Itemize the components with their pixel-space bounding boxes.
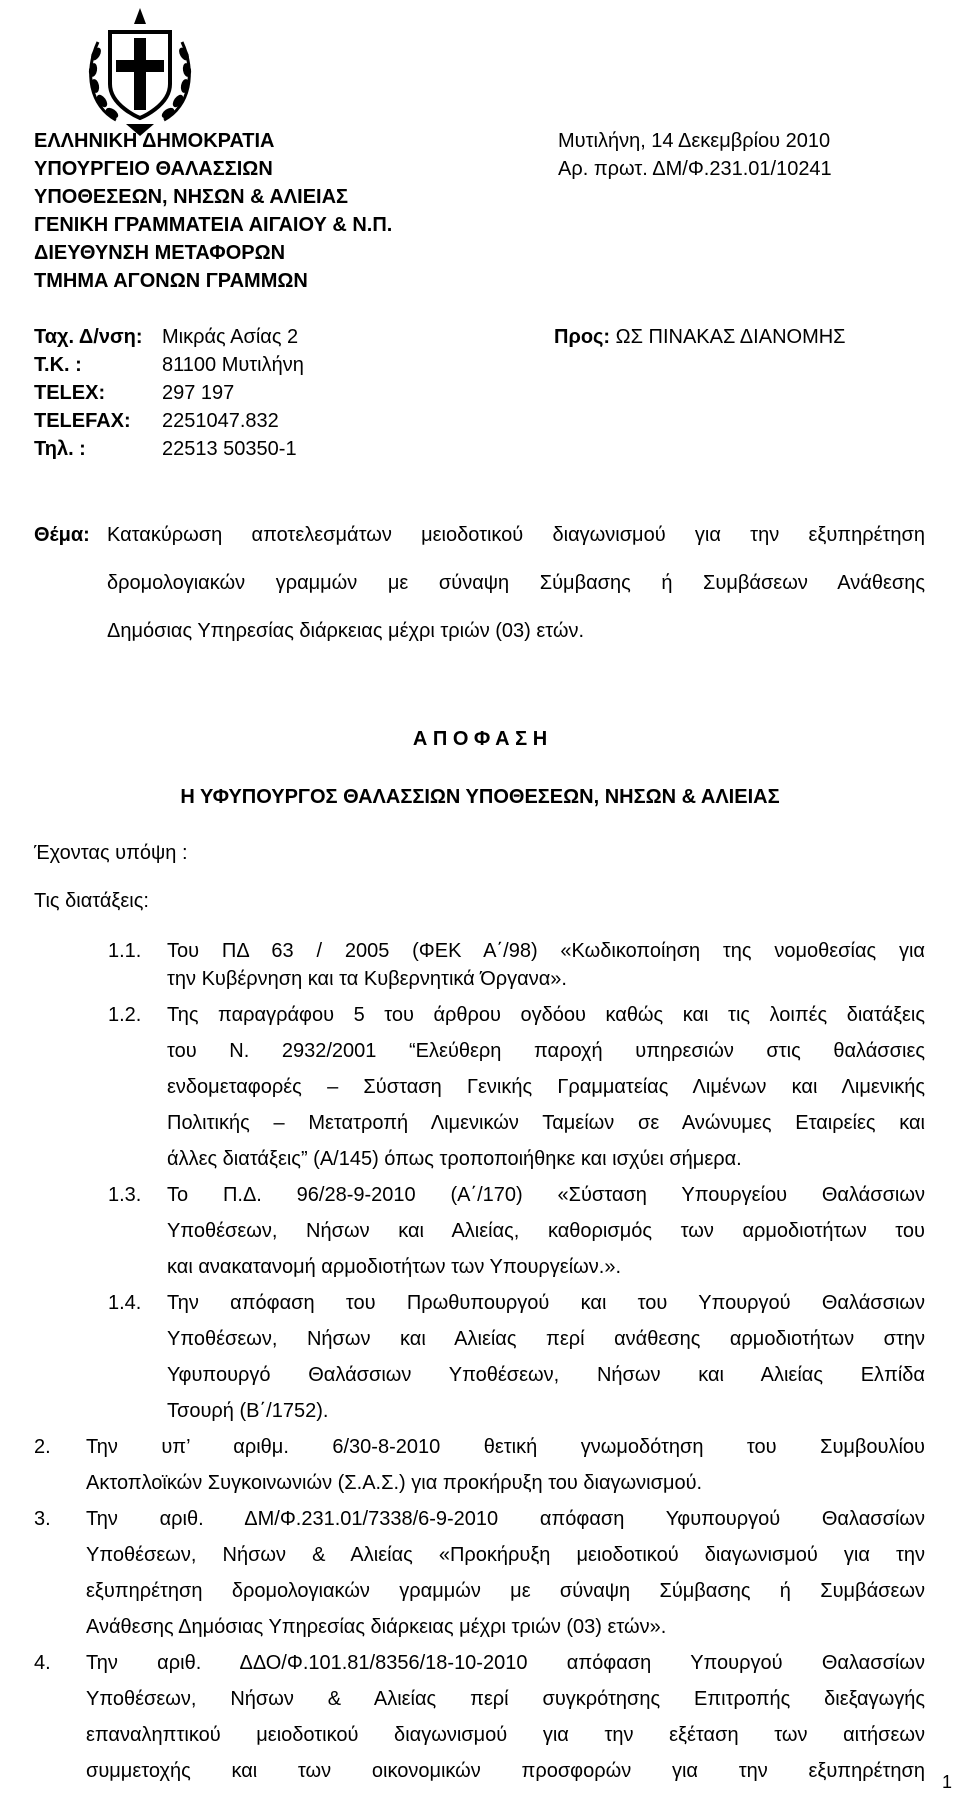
contact-value: Μικράς Ασίας 2: [162, 326, 299, 348]
item-line: Την αριθ. ΔΔΟ/Φ.101.81/8356/18-10-2010 απόφαση Υπουργού Θαλασσίων: [86, 1652, 925, 1674]
item-line: Υποθέσεων, Νήσων & Αλιείας «Προκήρυξη μειοδοτικού διαγωνισμού για την: [86, 1544, 925, 1566]
item-line: επαναληπτικού μειοδοτικού διαγωνισμού για την εξέταση των αιτήσεων: [86, 1724, 925, 1746]
item-number: 2.: [34, 1436, 51, 1458]
item-line: Πολιτικής – Μετατροπή Λιμενικών Ταμείων σε Ανώνυμες Εταιρείες και: [167, 1112, 925, 1134]
item-line: Την υπ’ αριθμ. 6/30-8-2010 θετική γνωμοδότηση του Συμβουλίου: [86, 1436, 925, 1458]
contact-value: 81100 Μυτιλήνη: [162, 354, 304, 376]
subject-label: Θέμα:: [34, 524, 90, 546]
greek-coat-of-arms-icon: [76, 2, 204, 140]
item-line: Την αριθ. ΔΜ/Φ.231.01/7338/6-9-2010 απόφαση Υφυπουργού Θαλασσίων: [86, 1508, 925, 1530]
item-number: 1.4.: [108, 1292, 142, 1314]
item-line: Υποθέσεων, Νήσων & Αλιείας περί συγκρότησης Επιτροπής διεξαγωγής: [86, 1688, 925, 1710]
subject-line: Κατακύρωση αποτελεσμάτων μειοδοτικού διαγωνισμού για την εξυπηρέτηση: [107, 524, 925, 546]
item-line: Ανάθεσης Δημόσιας Υπηρεσίας διάρκειας μέχρι τριών (03) ετών».: [86, 1616, 667, 1638]
page-number: 1: [941, 1772, 952, 1792]
subject-line: Δημόσιας Υπηρεσίας διάρκειας μέχρι τριών (03) ετών.: [107, 620, 585, 642]
ministry-line: ΥΠΟΥΡΓΕΙΟ ΘΑΛΑΣΣΙΩΝ: [34, 158, 273, 180]
item-line: την Κυβέρνηση και τα Κυβερνητικά Όργανα».: [167, 968, 567, 990]
item-line: Του ΠΔ 63 / 2005 (ΦΕΚ Α΄/98) «Κωδικοποίηση της νομοθεσίας για: [167, 940, 925, 962]
item-line: Την απόφαση του Πρωθυπουργού και του Υπουργού Θαλάσσιων: [167, 1292, 925, 1314]
ministry-line: ΤΜΗΜΑ ΑΓΟΝΩΝ ΓΡΑΜΜΩΝ: [34, 270, 308, 292]
contact-value: 22513 50350-1: [162, 438, 297, 460]
provisions-label: Τις διατάξεις:: [34, 890, 149, 912]
item-line: Υποθέσεων, Νήσων και Αλιείας περί ανάθεσης αρμοδιοτήτων στην: [167, 1328, 925, 1350]
item-line: και ανακατανομή αρμοδιοτήτων των Υπουργείων.».: [167, 1256, 622, 1278]
ministry-line: ΓΕΝΙΚΗ ΓΡΑΜΜΑΤΕΙΑ ΑΙΓΑΙΟΥ & Ν.Π.: [34, 214, 393, 236]
item-line: Το Π.Δ. 96/28-9-2010 (Α΄/170) «Σύσταση Υπουργείου Θαλάσσιων: [167, 1184, 925, 1206]
item-number: 4.: [34, 1652, 51, 1674]
contact-label: Τ.Κ. :: [34, 354, 82, 376]
item-line: άλλες διατάξεις” (Α/145) όπως τροποποιήθηκε και ισχύει σήμερα.: [167, 1148, 742, 1170]
protocol-number: Αρ. πρωτ. ΔΜ/Φ.231.01/10241: [558, 158, 832, 180]
contact-label: TELEX:: [34, 382, 106, 404]
item-number: 1.3.: [108, 1184, 142, 1206]
item-line: Ακτοπλοϊκών Συγκοινωνιών (Σ.Α.Σ.) για προκήρυξη του διαγωνισμού.: [86, 1472, 703, 1494]
recipient-label: Προς:: [554, 326, 611, 348]
item-number: 3.: [34, 1508, 51, 1530]
item-line: του Ν. 2932/2001 “Ελεύθερη παροχή υπηρεσιών στις θαλάσσιες: [167, 1040, 925, 1062]
contact-value: 2251047.832: [162, 410, 279, 432]
issuer-title: Η ΥΦΥΠΟΥΡΓΟΣ ΘΑΛΑΣΣΙΩΝ ΥΠΟΘΕΣΕΩΝ, ΝΗΣΩΝ & ΑΛΙΕΙΑΣ: [180, 786, 780, 808]
subject-line: δρομολογιακών γραμμών με σύναψη Σύμβασης ή Συμβάσεων Ανάθεσης: [107, 572, 925, 594]
ministry-line: ΕΛΛΗΝΙΚΗ ΔΗΜΟΚΡΑΤΙΑ: [34, 130, 275, 152]
recipient: [554, 326, 846, 349]
item-number: 1.1.: [108, 940, 142, 962]
contact-label: Τηλ. :: [34, 438, 86, 460]
item-line: ενδομεταφορές – Σύσταση Γενικής Γραμματείας Λιμένων και Λιμενικής: [167, 1076, 925, 1098]
item-line: συμμετοχής και των οικονομικών προσφορών για την εξυπηρέτηση: [86, 1760, 925, 1782]
considering-label: Έχοντας υπόψη :: [34, 842, 188, 864]
item-line: Τσουρή (Β΄/1752).: [167, 1400, 329, 1422]
ministry-line: ΔΙΕΥΘΥΝΣΗ ΜΕΤΑΦΟΡΩΝ: [34, 242, 286, 264]
item-line: Της παραγράφου 5 του άρθρου ογδόου καθώς και τις λοιπές διατάξεις: [167, 1004, 925, 1026]
contact-label: Ταχ. Δ/νση:: [34, 326, 143, 348]
decision-title: Α Π Ο Φ Α Σ Η: [412, 728, 548, 750]
item-line: Υφυπουργό Θαλάσσιων Υποθέσεων, Νήσων και Αλιείας Ελπίδα: [167, 1364, 925, 1386]
item-number: 1.2.: [108, 1004, 142, 1026]
item-line: εξυπηρέτηση δρομολογιακών γραμμών με σύναψη Σύμβασης ή Συμβάσεων: [86, 1580, 925, 1602]
contact-value: 297 197: [162, 382, 235, 404]
ministry-line: ΥΠΟΘΕΣΕΩΝ, ΝΗΣΩΝ & ΑΛΙΕΙΑΣ: [34, 186, 349, 208]
contact-label: TELEFAX:: [34, 410, 131, 432]
item-line: Υποθέσεων, Νήσων και Αλιείας, καθορισμός των αρμοδιοτήτων του: [167, 1220, 925, 1242]
place-date: Μυτιλήνη, 14 Δεκεμβρίου 2010: [558, 130, 831, 152]
recipient-value: ΩΣ ΠΙΝΑΚΑΣ ΔΙΑΝΟΜΗΣ: [615, 326, 846, 348]
